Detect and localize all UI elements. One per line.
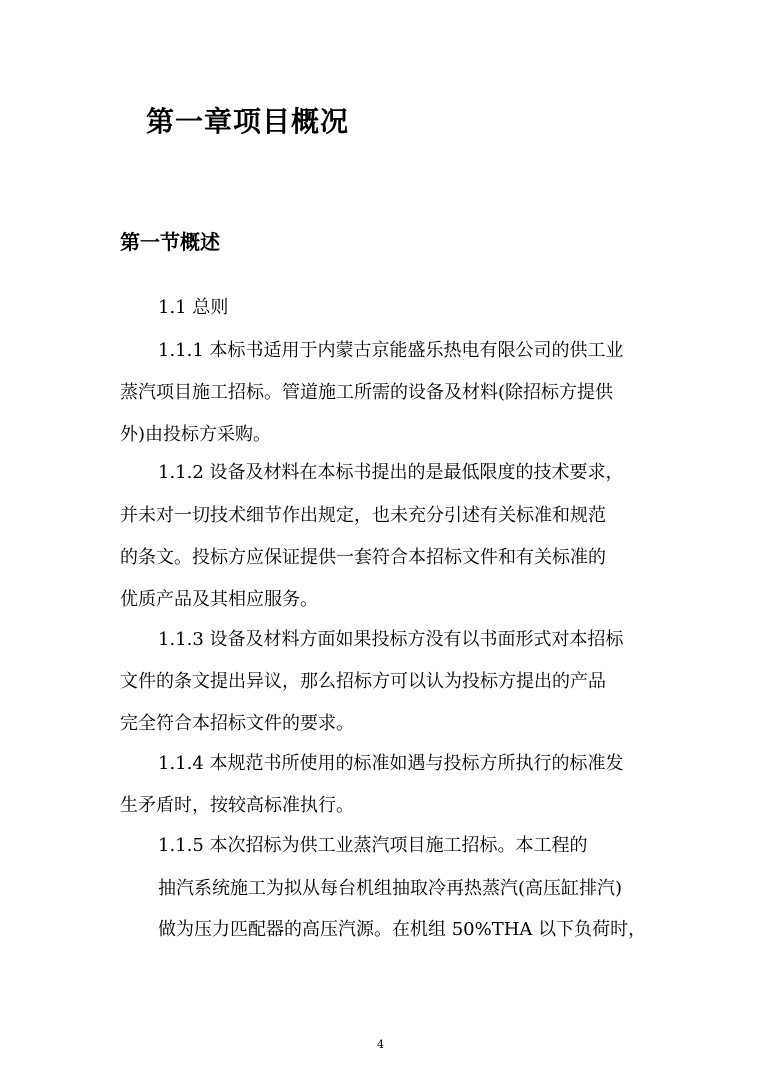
paragraph-line: 的条文。投标方应保证提供一套符合本招标文件和有关标准的	[120, 547, 606, 568]
paragraph-line: 文件的条文提出异议，那么招标方可以认为投标方提出的产品	[120, 671, 606, 692]
paragraph-line: 做为压力匹配器的高压汽源。在机组 50%THA 以下负荷时，	[158, 919, 647, 940]
page-number: 4	[377, 1038, 384, 1051]
paragraph-line: 1.1.5 本次招标为供工业蒸汽项目施工招标。本工程的	[158, 835, 588, 856]
paragraph-line: 1.1.2 设备及材料在本标书提出的是最低限度的技术要求，	[158, 462, 624, 483]
paragraph-line: 1.1.3 设备及材料方面如果投标方没有以书面形式对本招标	[158, 629, 624, 650]
subsection-heading: 1.1 总则	[158, 297, 229, 318]
paragraph-line: 外)由投标方采购。	[120, 424, 272, 445]
paragraph-line: 蒸汽项目施工招标。管道施工所需的设备及材料(除招标方提供	[120, 382, 614, 403]
section-title: 第一节概述	[120, 230, 220, 254]
chapter-title: 第一章项目概况	[146, 105, 350, 138]
paragraph-line: 抽汽系统施工为拟从每台机组抽取冷再热蒸汽(高压缸排汽)	[158, 878, 623, 899]
paragraph-line: 完全符合本招标文件的要求。	[120, 713, 354, 734]
paragraph-line: 生矛盾时，按较高标准执行。	[120, 795, 354, 816]
paragraph-line: 并未对一切技术细节作出规定，也未充分引述有关标准和规范	[120, 505, 606, 526]
paragraph-line: 优质产品及其相应服务。	[120, 589, 318, 610]
paragraph-line: 1.1.4 本规范书所使用的标准如遇与投标方所执行的标准发	[158, 753, 624, 774]
paragraph-line: 1.1.1 本标书适用于内蒙古京能盛乐热电有限公司的供工业	[158, 340, 624, 361]
